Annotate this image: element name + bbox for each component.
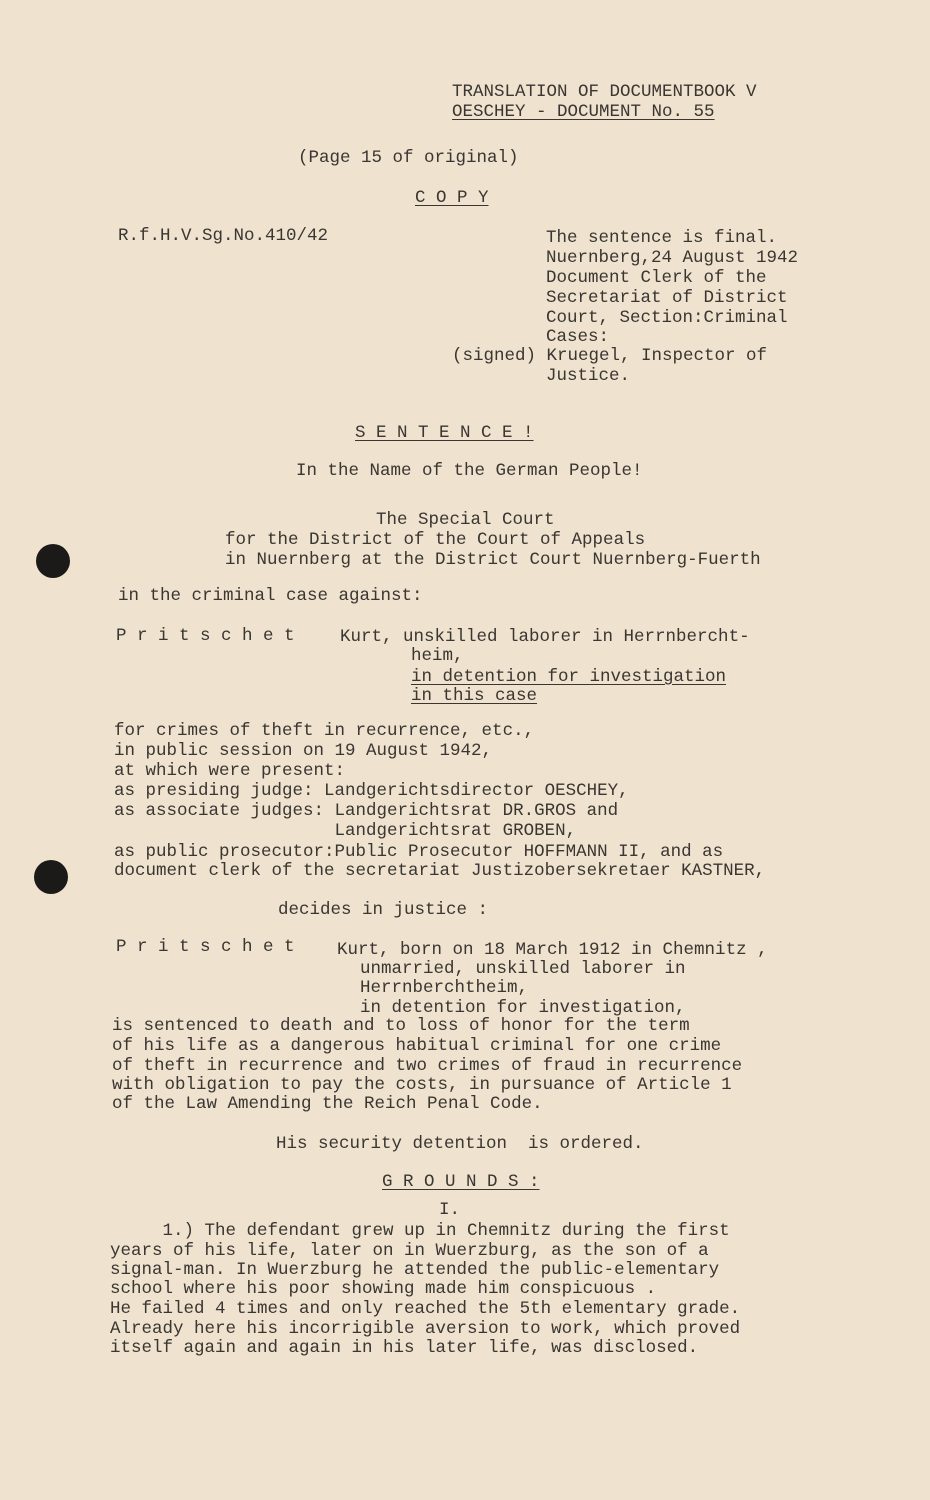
signature-line: Justice. bbox=[546, 366, 631, 386]
session-line: as public prosecutor:Public Prosecutor HOFFMANN II, and as bbox=[114, 842, 724, 862]
copy-label: C O P Y bbox=[415, 188, 489, 208]
grounds-line: He failed 4 times and only reached the 5th elementary grade. bbox=[110, 1299, 741, 1319]
session-line: Landgerichtsrat GROBEN, bbox=[114, 821, 577, 841]
sentence-title: S E N T E N C E ! bbox=[355, 423, 534, 443]
grounds-title: G R O U N D S : bbox=[382, 1172, 540, 1192]
header-document-number: OESCHEY - DOCUMENT No. 55 bbox=[452, 102, 715, 122]
defendant-name: P r i t s c h e t bbox=[116, 626, 295, 646]
session-line: at which were present: bbox=[114, 761, 346, 781]
defendant-line: unmarried, unskilled laborer in bbox=[360, 959, 686, 979]
court-line: The Special Court bbox=[376, 510, 555, 530]
defendant-line: in detention for investigation bbox=[411, 667, 727, 687]
punch-hole bbox=[36, 544, 70, 578]
defendant-line: heim, bbox=[411, 646, 464, 666]
file-number: R.f.H.V.Sg.No.410/42 bbox=[118, 226, 329, 246]
page-reference: (Page 15 of original) bbox=[298, 148, 519, 168]
finality-line: Secretariat of District bbox=[546, 288, 788, 308]
verdict-line: of his life as a dangerous habitual criminal for one crime bbox=[112, 1036, 722, 1056]
grounds-line: itself again and again in his later life, was disclosed. bbox=[110, 1338, 699, 1358]
session-line: in public session on 19 August 1942, bbox=[114, 741, 493, 761]
defendant-line: Herrnberchtheim, bbox=[360, 978, 529, 998]
punch-hole bbox=[34, 860, 68, 894]
verdict-line: with obligation to pay the costs, in pursuance of Article 1 bbox=[112, 1075, 732, 1095]
finality-line: Nuernberg,24 August 1942 bbox=[546, 248, 799, 268]
defendant-name: P r i t s c h e t bbox=[116, 937, 295, 957]
defendant-line: in detention for investigation, bbox=[360, 998, 686, 1018]
defendant-line: in this case bbox=[411, 686, 538, 706]
finality-line: Document Clerk of the bbox=[546, 268, 767, 288]
court-line: in Nuernberg at the District Court Nuernberg-Fuerth bbox=[225, 550, 761, 570]
session-line: as presiding judge: Landgerichtsdirector OESCHEY, bbox=[114, 781, 629, 801]
verdict-line: of theft in recurrence and two crimes of fraud in recurrence bbox=[112, 1056, 743, 1076]
grounds-line: 1.) The defendant grew up in Chemnitz during the first bbox=[110, 1221, 730, 1241]
header-title: TRANSLATION OF DOCUMENTBOOK V bbox=[452, 82, 757, 102]
verdict-line: of the Law Amending the Reich Penal Code. bbox=[112, 1094, 543, 1114]
session-line: for crimes of theft in recurrence, etc., bbox=[114, 721, 535, 741]
grounds-line: years of his life, later on in Wuerzburg, as the son of a bbox=[110, 1241, 709, 1261]
finality-line: Court, Section:Criminal bbox=[546, 308, 788, 328]
security-detention-line: His security detention is ordered. bbox=[276, 1134, 644, 1154]
grounds-line: Already here his incorrigible aversion to work, which proved bbox=[110, 1319, 741, 1339]
defendant-line: Kurt, born on 18 March 1912 in Chemnitz , bbox=[337, 940, 768, 960]
finality-line: The sentence is final. bbox=[546, 228, 778, 248]
session-line: document clerk of the secretariat Justizobersekretaer KASTNER, bbox=[114, 861, 766, 881]
grounds-line: school where his poor showing made him conspicuous . bbox=[110, 1279, 657, 1299]
in-the-name: In the Name of the German People! bbox=[296, 461, 643, 481]
court-line: for the District of the Court of Appeals bbox=[225, 530, 646, 550]
signature-line: (signed) Kruegel, Inspector of bbox=[452, 346, 768, 366]
criminal-case-line: in the criminal case against: bbox=[118, 586, 423, 606]
grounds-line: signal-man. In Wuerzburg he attended the public-elementary bbox=[110, 1260, 720, 1280]
session-line: as associate judges: Landgerichtsrat DR.GROS and bbox=[114, 801, 619, 821]
decides-line: decides in justice : bbox=[278, 900, 489, 920]
section-number: I. bbox=[439, 1200, 461, 1220]
defendant-line: Kurt, unskilled laborer in Herrnbercht- bbox=[340, 627, 750, 647]
finality-line: Cases: bbox=[546, 327, 610, 347]
verdict-line: is sentenced to death and to loss of honor for the term bbox=[112, 1016, 690, 1036]
